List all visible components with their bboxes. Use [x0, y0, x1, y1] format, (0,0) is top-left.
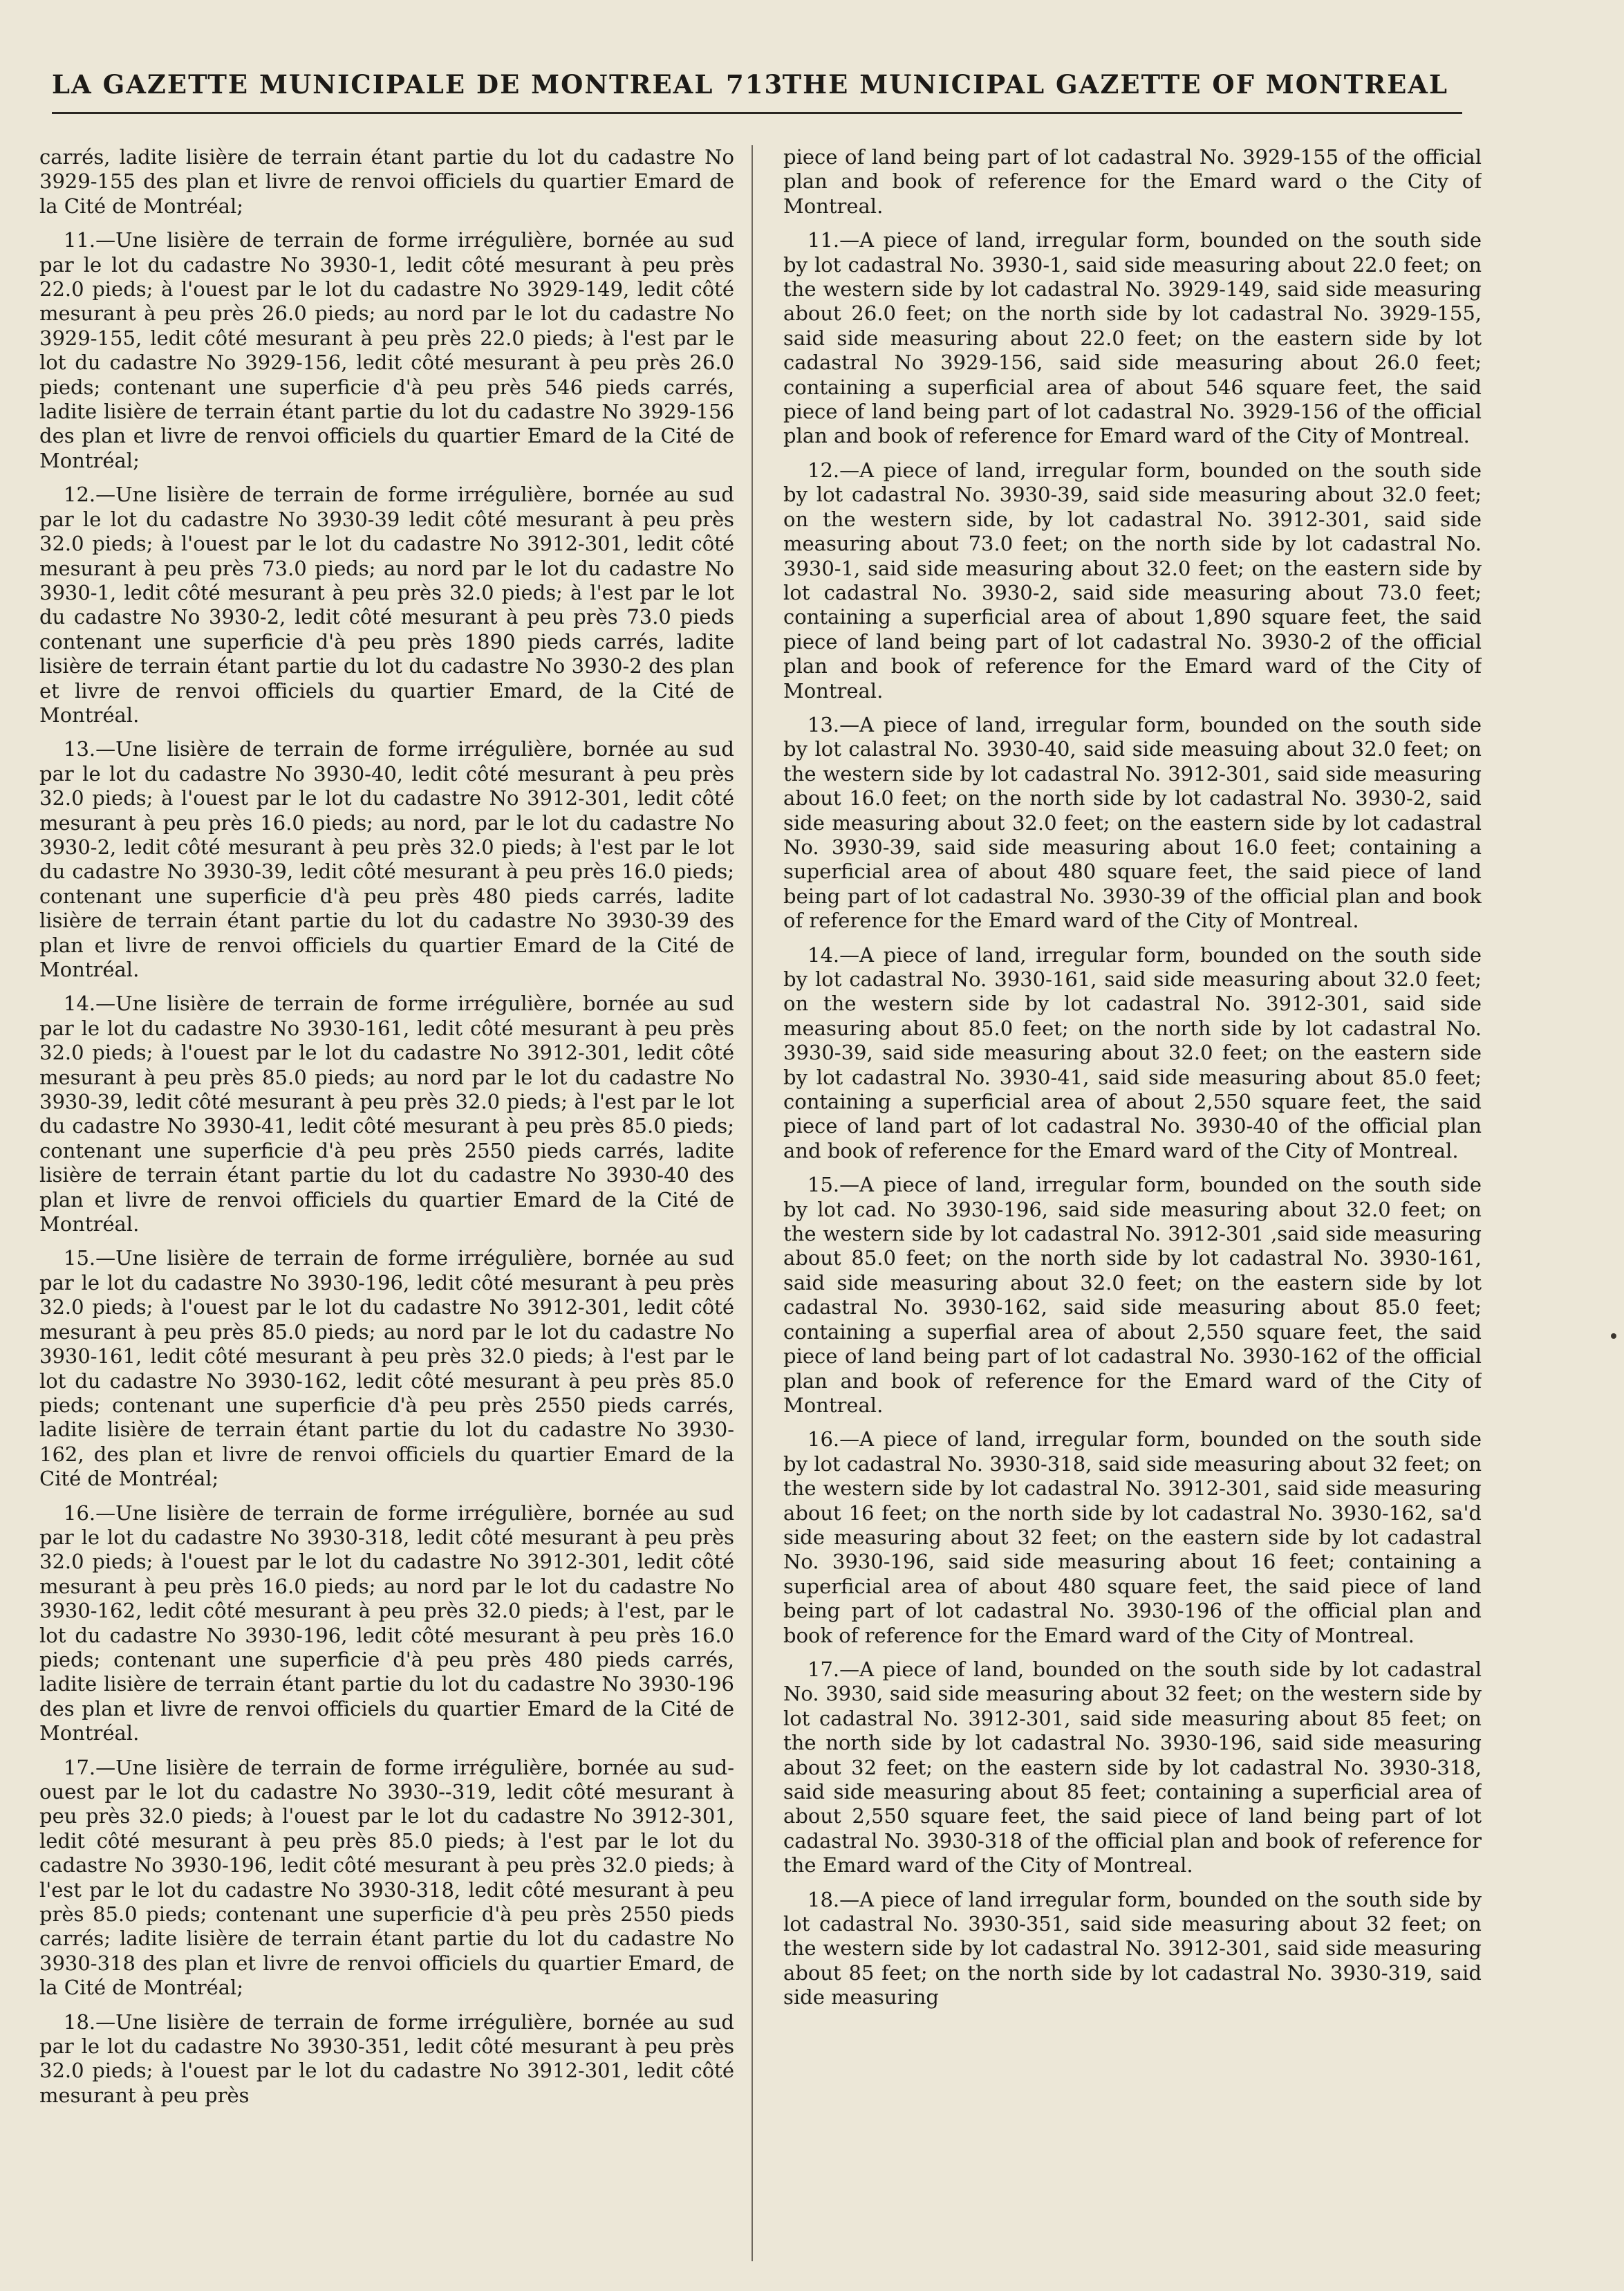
english-paragraph-12: 12.—A piece of land, irregular form, bounded on the south side by lot cadastral No. 3930-39, said side measuring about 32.0 feet; on the western side, by lot cadastral No. 3912-301, said side measuring about 73.0 feet; on the north side by lot cadastral No. 3930-1, said side measuring about 32.0 feet; on the eastern side by lot cadastral No. 3930-2, said side measuring about 73.0 feet; containing a superficial area of about 1,890 square feet, the said piece of land being part of lot cadastral No. 3930-2 of the official plan and book of reference for the Emard ward of the City of Montreal. — [783, 458, 1482, 703]
page-number: 713 — [726, 69, 784, 100]
french-paragraph-13: 13.—Une lisière de terrain de forme irrégulière, bornée au sud par le lot du cadastre No 3930-40, ledit côté mesurant à peu près 32.0 pieds; à l'ouest par le lot du cadastre No 3912-301, ledit côté mesurant à peu près 16.0 pieds; au nord, par le lot du cadastre No 3930-2, ledit côté mesurant à peu près 32.0 pieds; à l'est par le lot du cadastre No 3930-39, ledit côté mesurant à peu près 16.0 pieds; contenant une superficie d'à peu près 480 pieds carrés, ladite lisière de terrain étant partie du lot du cadastre No 3930-39 des plan et livre de renvoi officiels du quartier Emard de la Cité de Montréal. — [39, 737, 734, 981]
column-divider — [752, 145, 753, 2261]
french-paragraph-17: 17.—Une lisière de terrain de forme irrégulière, bornée au sud-ouest par le lot du cadastre No 3930--319, ledit côté mesurant à peu près 32.0 pieds; à l'ouest par le lot du cadastre No 3912-301, ledit côté mesurant à peu près 85.0 pieds; à l'est par le lot du cadastre No 3930-196, ledit côté mesurant à peu près 32.0 pieds; à l'est par le lot du cadastre No 3930-318, ledit côté mesurant à peu près 85.0 pieds; contenant une superficie d'à peu près 2550 pieds carrés; ladite lisière de terrain étant partie du lot du cadastre No 3930-318 des plan et livre de renvoi officiels du quartier Emard, de la Cité de Montréal; — [39, 1755, 734, 2000]
english-paragraph-17: 17.—A piece of land, bounded on the south side by lot cadastral No. 3930, said side measuring about 32 feet; on the western side by lot cadastral No. 3912-301, said side measuring about 85 feet; on the north side by lot cadastral No. 3930-196, said side measuring about 32 feet; on the eastern side by lot cadastral No. 3930-318, said side measuring about 85 feet; containing a superficial area of about 2,550 square feet, the said piece of land being part of lot cadastral No. 3930-318 of the official plan and book of reference for the Emard ward of the City of Montreal. — [783, 1657, 1482, 1877]
french-paragraph-11: 11.—Une lisière de terrain de forme irrégulière, bornée au sud par le lot du cadastre No 3930-1, ledit côté mesurant à peu près 22.0 pieds; à l'ouest par le lot du cadastre No 3929-149, ledit côté mesurant à peu près 26.0 pieds; au nord par le lot du cadastre No 3929-155, ledit côté mesurant à peu près 22.0 pieds; à l'est par le lot du cadastre No 3929-156, ledit côté mesurant à peu près 26.0 pieds; contenant une superficie d'à peu près 546 pieds carrés, ladite lisière de terrain étant partie du lot du cadastre No 3929-156 des plan et livre de renvoi officiels du quartier Emard de la Cité de Montréal; — [39, 228, 734, 472]
french-paragraph-12: 12.—Une lisière de terrain de forme irrégulière, bornée au sud par le lot du cadastre No 3930-39 ledit côté mesurant à peu près 32.0 pieds; à l'ouest par le lot du cadastre No 3912-301, ledit côté mesurant à peu près 73.0 pieds; au nord par le lot du cadastre No 3930-1, ledit côté mesurant à peu près 32.0 pieds; à l'est par le lot du cadastre No 3930-2, ledit côté mesurant à peu près 73.0 pieds contenant une superficie d'à peu près 1890 pieds carrés, ladite lisière de terrain étant partie du lot du cadastre No 3930-2 des plan et livre de renvoi officiels du quartier Emard, de la Cité de Montréal. — [39, 483, 734, 727]
english-paragraph-continuation: piece of land being part of lot cadastral No. 3929-155 of the official plan and book of reference for the Emard ward o the City of Montreal. — [783, 145, 1482, 218]
page-header — [52, 69, 1448, 118]
header-french-title: LA GAZETTE MUNICIPALE DE MONTREAL — [52, 69, 714, 100]
english-column — [783, 145, 1482, 2275]
header-rule — [52, 112, 1462, 114]
english-paragraph-13: 13.—A piece of land, irregular form, bounded on the south side by lot calastral No. 3930-40, said side measuing about 32.0 feet; on the western side by lot cadastral No. 3912-301, said side measuring about 16.0 feet; on the north side by lot cadastral No. 3930-2, said side measuring about 32.0 feet; on the eastern side by lot cadastral No. 3930-39, said side measuring about 16.0 feet; containing a superficial area of about 480 square feet, the said piece of land being part of lot cadastral No. 3930-39 of the official plan and book of reference for the Emard ward of the City of Montreal. — [783, 712, 1482, 933]
french-paragraph-14: 14.—Une lisière de terrain de forme irrégulière, bornée au sud par le lot du cadastre No 3930-161, ledit côté mesurant à peu près 32.0 pieds; à l'ouest par le lot du cadastre No 3912-301, ledit côté mesurant à peu près 85.0 pieds; au nord par le lot du cadastre No 3930-39, ledit côté mesurant à peu près 32.0 pieds; à l'est par le lot du cadastre No 3930-41, ledit côté mesurant à peu près 85.0 pieds; contenant une superficie d'à peu près 2550 pieds carrés, ladite lisière de terrain étant partie du lot du cadastre No 3930-40 des plan et livre de renvoi officiels du quartier Emard de la Cité de Montréal. — [39, 992, 734, 1236]
ink-speck — [1611, 1333, 1616, 1339]
french-paragraph-15: 15.—Une lisière de terrain de forme irrégulière, bornée au sud par le lot du cadastre No 3930-196, ledit côté mesurant à peu près 32.0 pieds; à l'ouest par le lot du cadastre No 3912-301, ledit côté mesurant à peu près 85.0 pieds; au nord par le lot du cadastre No 3930-161, ledit côté mesurant à peu près 32.0 pieds; à l'est par le lot du cadastre No 3930-162, ledit côté mesurant à peu près 85.0 pieds; contenant une superficie d'à peu près 2550 pieds carrés, ladite lisière de terrain étant partie du lot du cadastre No 3930-162, des plan et livre de renvoi officiels du quartier Emard de la Cité de Montréal; — [39, 1246, 734, 1491]
english-paragraph-14: 14.—A piece of land, irregular form, bounded on the south side by lot cadastral No. 3930-161, said side measuring about 32.0 feet; on the western side by lot cadastral No. 3912-301, said side measuring about 85.0 feet; on the north side by lot cadastral No. 3930-39, said side measuring about 32.0 feet; on the eastern side by lot cadastral No. 3930-41, said side measuring about 85.0 feet; containing a superficial area of about 2,550 square feet, the said piece of land part of lot cadastral No. 3930-40 of the official plan and book of reference for the Emard ward of the City of Montreal. — [783, 943, 1482, 1162]
english-paragraph-18: 18.—A piece of land irregular form, bounded on the south side by lot cadastral No. 3930-351, said side measuring about 32 feet; on the western side by lot cadastral No. 3912-301, said side measuring about 85 feet; on the north side by lot cadastral No. 3930-319, said side measuring — [783, 1887, 1482, 2010]
header-english-title: THE MUNICIPAL GAZETTE OF MONTREAL — [782, 69, 1448, 100]
english-paragraph-16: 16.—A piece of land, irregular form, bounded on the south side by lot cadastral No. 3930-318, said side measuring about 32 feet; on the western side by lot cadastral No. 3912-301, said side measuring about 16 feet; on the north side by lot cadastral No. 3930-162, sa'd side measuring about 32 feet; on the eastern side by lot cadastral No. 3930-196, said side measuring about 16 feet; containing a superficial area of about 480 square feet, the said piece of land being part of lot cadastral No. 3930-196 of the official plan and book of reference for the Emard ward of the City of Montreal. — [783, 1427, 1482, 1647]
french-column — [39, 145, 734, 2275]
french-paragraph-16: 16.—Une lisière de terrain de forme irrégulière, bornée au sud par le lot du cadastre No 3930-318, ledit côté mesurant à peu près 32.0 pieds; à l'ouest par le lot du cadastre No 3912-301, ledit côté mesurant à peu près 16.0 pieds; au nord par le lot du cadastre No 3930-162, ledit côté mesurant à peu près 32.0 pieds; à l'est, par le lot du cadastre No 3930-196, ledit côté mesurant à peu près 16.0 pieds; contenant une superficie d'à peu près 480 pieds carrés, ladite lisière de terrain étant partie du lot du cadastre No 3930-196 des plan et livre de renvoi officiels du quartier Emard de la Cité de Montréal. — [39, 1501, 734, 1745]
french-paragraph-18: 18.—Une lisière de terrain de forme irrégulière, bornée au sud par le lot du cadastre No 3930-351, ledit côté mesurant à peu près 32.0 pieds; à l'ouest par le lot du cadastre No 3912-301, ledit côté mesurant à peu près — [39, 2010, 734, 2107]
french-paragraph-continuation: carrés, ladite lisière de terrain étant partie du lot du cadastre No 3929-155 des plan et livre de renvoi officiels du quartier Emard de la Cité de Montréal; — [39, 145, 734, 218]
english-paragraph-11: 11.—A piece of land, irregular form, bounded on the south side by lot cadastral No. 3930-1, said side measuring about 22.0 feet; on the western side by lot cadastral No. 3929-149, said side measuring about 26.0 feet; on the north side by lot cadastral No. 3929-155, said side measuring about 22.0 feet; on the eastern side by lot cadastral No 3929-156, said side measuring about 26.0 feet; containing a superficial area of about 546 square feet, the said piece of land being part of lot cadastral No. 3929-156 of the official plan and book of reference for Emard ward of the City of Montreal. — [783, 228, 1482, 448]
english-paragraph-15: 15.—A piece of land, irregular form, bounded on the south side by lot cad. No 3930-196, said side measuring about 32.0 feet; on the western side by lot cadastral No. 3912-301 ,said side measuring about 85.0 feet; on the north side by lot cadastral No. 3930-161, said side measuring about 32.0 feet; on the eastern side by lot cadastral No. 3930-162, said side measuring about 85.0 feet; containing a superfial area of about 2,550 square feet, the said piece of land being part of lot cadastral No. 3930-162 of the official plan and book of reference for the Emard ward of the City of Montreal. — [783, 1173, 1482, 1417]
